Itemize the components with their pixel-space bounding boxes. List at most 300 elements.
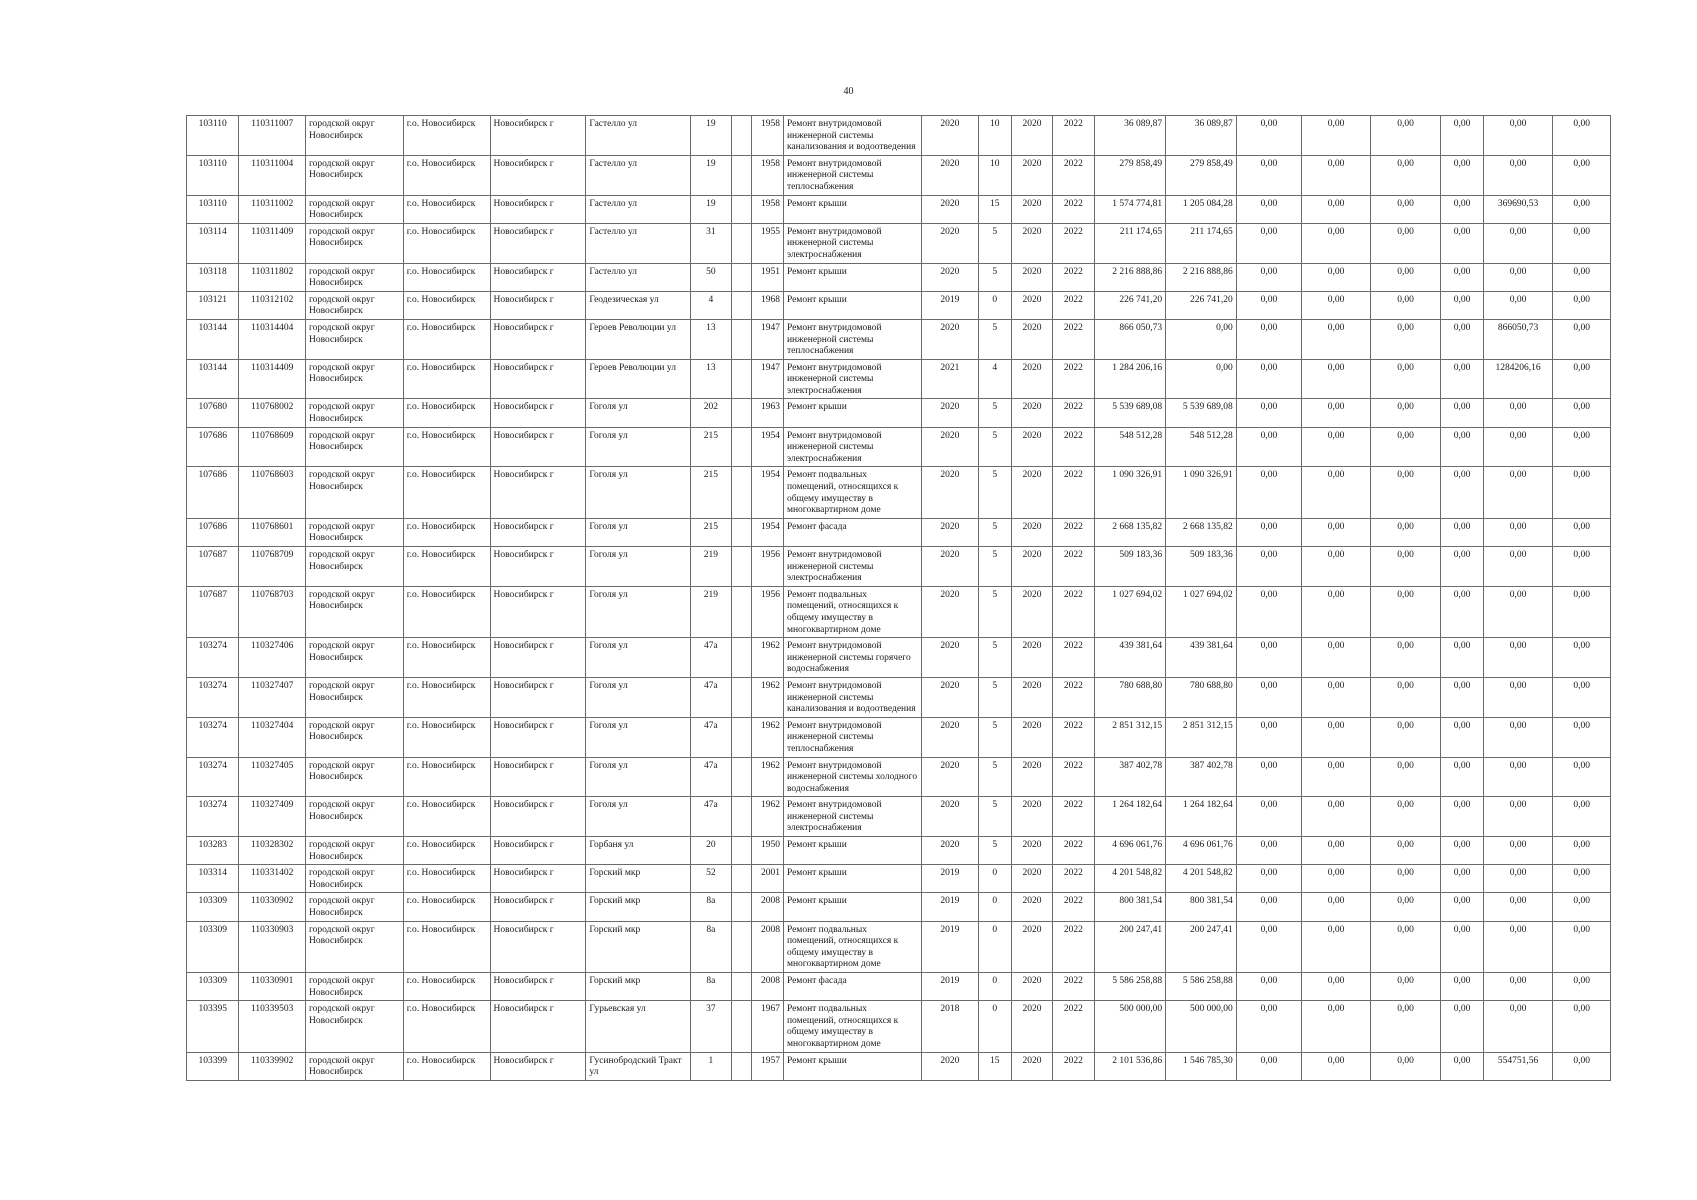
cell-work-code: 110312102 bbox=[239, 291, 306, 319]
cell-plan-end: 2022 bbox=[1053, 195, 1094, 223]
cell-last-repair-year: 2020 bbox=[922, 467, 978, 518]
cell-plan-start: 2020 bbox=[1011, 797, 1052, 837]
cell-build-year: 2008 bbox=[751, 973, 783, 1001]
cell-total-cost: 4 696 061,76 bbox=[1094, 837, 1166, 865]
cell-last-repair-year: 2020 bbox=[922, 427, 978, 467]
cell-total-cost: 780 688,80 bbox=[1094, 677, 1166, 717]
cell-last-repair-year: 2020 bbox=[922, 116, 978, 156]
cell-federal: 0,00 bbox=[1236, 223, 1302, 263]
cell-district: городской округ Новосибирск bbox=[305, 717, 403, 757]
cell-local: 0,00 bbox=[1370, 717, 1441, 757]
cell-owners: 0,00 bbox=[1483, 837, 1553, 865]
cell-owners: 0,00 bbox=[1483, 586, 1553, 637]
table-row bbox=[187, 865, 1611, 893]
cell-work-type: Ремонт фасада bbox=[783, 518, 921, 546]
cell-work-code: 110330903 bbox=[239, 921, 306, 972]
cell-record-id: 107680 bbox=[187, 399, 239, 427]
cell-extra: 0,00 bbox=[1553, 638, 1611, 678]
cell-street: Гоголя ул bbox=[586, 586, 691, 637]
cell-house: 20 bbox=[691, 837, 731, 865]
cell-work-type: Ремонт внутридомовой инженерной системы электроснабжения bbox=[783, 223, 921, 263]
cell-wear: 5 bbox=[978, 518, 1011, 546]
cell-fund-cost: 387 402,78 bbox=[1166, 757, 1237, 797]
cell-local: 0,00 bbox=[1370, 116, 1441, 156]
cell-plan-start: 2020 bbox=[1011, 638, 1052, 678]
cell-settlement: Новосибирск г bbox=[490, 518, 586, 546]
cell-federal: 0,00 bbox=[1236, 757, 1302, 797]
cell-fund-cost: 548 512,28 bbox=[1166, 427, 1237, 467]
cell-total-cost: 548 512,28 bbox=[1094, 427, 1166, 467]
cell-settlement: Новосибирск г bbox=[490, 359, 586, 399]
cell-house: 52 bbox=[691, 865, 731, 893]
cell-settlement: Новосибирск г bbox=[490, 757, 586, 797]
cell-total-cost: 2 216 888,86 bbox=[1094, 263, 1166, 291]
cell-building bbox=[731, 116, 751, 156]
cell-record-id: 107687 bbox=[187, 586, 239, 637]
table-row bbox=[187, 399, 1611, 427]
cell-owners: 0,00 bbox=[1483, 973, 1553, 1001]
cell-district: городской округ Новосибирск bbox=[305, 155, 403, 195]
cell-street: Героев Революции ул bbox=[586, 319, 691, 359]
cell-total-cost: 36 089,87 bbox=[1094, 116, 1166, 156]
cell-district: городской округ Новосибирск bbox=[305, 837, 403, 865]
table-row bbox=[187, 1052, 1611, 1080]
cell-total-cost: 279 858,49 bbox=[1094, 155, 1166, 195]
cell-other: 0,00 bbox=[1441, 195, 1483, 223]
cell-owners: 369690,53 bbox=[1483, 195, 1553, 223]
cell-street: Гусинобродский Тракт ул bbox=[586, 1052, 691, 1080]
cell-municipality: г.о. Новосибирск bbox=[403, 1001, 490, 1052]
cell-regional: 0,00 bbox=[1302, 638, 1371, 678]
cell-work-code: 110330901 bbox=[239, 973, 306, 1001]
cell-plan-start: 2020 bbox=[1011, 757, 1052, 797]
cell-work-code: 110339902 bbox=[239, 1052, 306, 1080]
cell-wear: 4 bbox=[978, 359, 1011, 399]
cell-federal: 0,00 bbox=[1236, 467, 1302, 518]
cell-extra: 0,00 bbox=[1553, 518, 1611, 546]
cell-municipality: г.о. Новосибирск bbox=[403, 973, 490, 1001]
cell-work-code: 110314404 bbox=[239, 319, 306, 359]
cell-total-cost: 1 574 774,81 bbox=[1094, 195, 1166, 223]
cell-record-id: 107686 bbox=[187, 467, 239, 518]
cell-work-code: 110768002 bbox=[239, 399, 306, 427]
cell-settlement: Новосибирск г bbox=[490, 586, 586, 637]
cell-building bbox=[731, 263, 751, 291]
cell-last-repair-year: 2020 bbox=[922, 797, 978, 837]
cell-plan-end: 2022 bbox=[1053, 717, 1094, 757]
cell-record-id: 103144 bbox=[187, 319, 239, 359]
cell-plan-start: 2020 bbox=[1011, 586, 1052, 637]
cell-regional: 0,00 bbox=[1302, 223, 1371, 263]
cell-settlement: Новосибирск г bbox=[490, 837, 586, 865]
cell-federal: 0,00 bbox=[1236, 427, 1302, 467]
cell-street: Гоголя ул bbox=[586, 717, 691, 757]
cell-wear: 5 bbox=[978, 319, 1011, 359]
cell-total-cost: 5 586 258,88 bbox=[1094, 973, 1166, 1001]
cell-build-year: 1950 bbox=[751, 837, 783, 865]
cell-plan-start: 2020 bbox=[1011, 837, 1052, 865]
cell-wear: 5 bbox=[978, 677, 1011, 717]
cell-work-code: 110331402 bbox=[239, 865, 306, 893]
cell-settlement: Новосибирск г bbox=[490, 677, 586, 717]
cell-settlement: Новосибирск г bbox=[490, 865, 586, 893]
cell-record-id: 103314 bbox=[187, 865, 239, 893]
cell-settlement: Новосибирск г bbox=[490, 717, 586, 757]
cell-street: Гоголя ул bbox=[586, 427, 691, 467]
cell-extra: 0,00 bbox=[1553, 893, 1611, 921]
cell-plan-end: 2022 bbox=[1053, 319, 1094, 359]
cell-owners: 0,00 bbox=[1483, 427, 1553, 467]
cell-fund-cost: 211 174,65 bbox=[1166, 223, 1237, 263]
page-number: 40 bbox=[843, 86, 854, 97]
cell-plan-start: 2020 bbox=[1011, 195, 1052, 223]
cell-building bbox=[731, 717, 751, 757]
cell-building bbox=[731, 155, 751, 195]
cell-work-type: Ремонт подвальных помещений, относящихся к общему имуществу в многоквартирном доме bbox=[783, 586, 921, 637]
cell-federal: 0,00 bbox=[1236, 359, 1302, 399]
table-row bbox=[187, 1001, 1611, 1052]
cell-plan-start: 2020 bbox=[1011, 291, 1052, 319]
cell-work-type: Ремонт внутридомовой инженерной системы теплоснабжения bbox=[783, 319, 921, 359]
cell-wear: 5 bbox=[978, 837, 1011, 865]
cell-owners: 0,00 bbox=[1483, 518, 1553, 546]
cell-district: городской округ Новосибирск bbox=[305, 399, 403, 427]
cell-build-year: 1956 bbox=[751, 547, 783, 587]
cell-work-code: 110768709 bbox=[239, 547, 306, 587]
cell-owners: 0,00 bbox=[1483, 757, 1553, 797]
cell-last-repair-year: 2020 bbox=[922, 399, 978, 427]
cell-other: 0,00 bbox=[1441, 427, 1483, 467]
cell-district: городской округ Новосибирск bbox=[305, 547, 403, 587]
cell-plan-end: 2022 bbox=[1053, 865, 1094, 893]
cell-work-code: 110327405 bbox=[239, 757, 306, 797]
cell-wear: 0 bbox=[978, 893, 1011, 921]
cell-municipality: г.о. Новосибирск bbox=[403, 921, 490, 972]
cell-house: 37 bbox=[691, 1001, 731, 1052]
cell-other: 0,00 bbox=[1441, 638, 1483, 678]
cell-other: 0,00 bbox=[1441, 921, 1483, 972]
cell-last-repair-year: 2020 bbox=[922, 757, 978, 797]
cell-plan-start: 2020 bbox=[1011, 116, 1052, 156]
cell-record-id: 103121 bbox=[187, 291, 239, 319]
cell-total-cost: 211 174,65 bbox=[1094, 223, 1166, 263]
cell-work-code: 110768603 bbox=[239, 467, 306, 518]
cell-regional: 0,00 bbox=[1302, 973, 1371, 1001]
cell-total-cost: 509 183,36 bbox=[1094, 547, 1166, 587]
cell-plan-end: 2022 bbox=[1053, 467, 1094, 518]
cell-local: 0,00 bbox=[1370, 973, 1441, 1001]
cell-municipality: г.о. Новосибирск bbox=[403, 1052, 490, 1080]
cell-building bbox=[731, 921, 751, 972]
cell-house: 1 bbox=[691, 1052, 731, 1080]
cell-district: городской округ Новосибирск bbox=[305, 518, 403, 546]
cell-district: городской округ Новосибирск bbox=[305, 195, 403, 223]
cell-total-cost: 500 000,00 bbox=[1094, 1001, 1166, 1052]
cell-extra: 0,00 bbox=[1553, 547, 1611, 587]
cell-record-id: 103144 bbox=[187, 359, 239, 399]
table-row bbox=[187, 973, 1611, 1001]
cell-work-type: Ремонт крыши bbox=[783, 1052, 921, 1080]
cell-settlement: Новосибирск г bbox=[490, 1052, 586, 1080]
cell-fund-cost: 2 216 888,86 bbox=[1166, 263, 1237, 291]
cell-plan-start: 2020 bbox=[1011, 359, 1052, 399]
cell-fund-cost: 2 851 312,15 bbox=[1166, 717, 1237, 757]
cell-other: 0,00 bbox=[1441, 1052, 1483, 1080]
cell-total-cost: 226 741,20 bbox=[1094, 291, 1166, 319]
cell-fund-cost: 509 183,36 bbox=[1166, 547, 1237, 587]
cell-local: 0,00 bbox=[1370, 291, 1441, 319]
cell-total-cost: 866 050,73 bbox=[1094, 319, 1166, 359]
cell-settlement: Новосибирск г bbox=[490, 893, 586, 921]
cell-build-year: 1947 bbox=[751, 319, 783, 359]
cell-other: 0,00 bbox=[1441, 893, 1483, 921]
cell-record-id: 103274 bbox=[187, 757, 239, 797]
cell-street: Горбаня ул bbox=[586, 837, 691, 865]
table-row bbox=[187, 359, 1611, 399]
cell-municipality: г.о. Новосибирск bbox=[403, 586, 490, 637]
cell-build-year: 1962 bbox=[751, 797, 783, 837]
cell-wear: 5 bbox=[978, 399, 1011, 427]
cell-owners: 0,00 bbox=[1483, 797, 1553, 837]
cell-settlement: Новосибирск г bbox=[490, 291, 586, 319]
cell-owners: 0,00 bbox=[1483, 921, 1553, 972]
cell-work-type: Ремонт внутридомовой инженерной системы канализования и водоотведения bbox=[783, 116, 921, 156]
cell-federal: 0,00 bbox=[1236, 547, 1302, 587]
cell-last-repair-year: 2019 bbox=[922, 921, 978, 972]
cell-work-code: 110311004 bbox=[239, 155, 306, 195]
cell-last-repair-year: 2020 bbox=[922, 1052, 978, 1080]
cell-work-code: 110311409 bbox=[239, 223, 306, 263]
table-row bbox=[187, 155, 1611, 195]
cell-street: Гоголя ул bbox=[586, 547, 691, 587]
cell-wear: 15 bbox=[978, 195, 1011, 223]
cell-other: 0,00 bbox=[1441, 291, 1483, 319]
cell-work-type: Ремонт внутридомовой инженерной системы холодного водоснабжения bbox=[783, 757, 921, 797]
cell-wear: 5 bbox=[978, 223, 1011, 263]
cell-building bbox=[731, 291, 751, 319]
cell-record-id: 103399 bbox=[187, 1052, 239, 1080]
cell-street: Гоголя ул bbox=[586, 467, 691, 518]
cell-wear: 0 bbox=[978, 921, 1011, 972]
cell-total-cost: 439 381,64 bbox=[1094, 638, 1166, 678]
table-row bbox=[187, 427, 1611, 467]
cell-plan-start: 2020 bbox=[1011, 973, 1052, 1001]
cell-local: 0,00 bbox=[1370, 359, 1441, 399]
cell-municipality: г.о. Новосибирск bbox=[403, 195, 490, 223]
cell-settlement: Новосибирск г bbox=[490, 1001, 586, 1052]
cell-house: 219 bbox=[691, 586, 731, 637]
cell-wear: 0 bbox=[978, 1001, 1011, 1052]
cell-total-cost: 2 101 536,86 bbox=[1094, 1052, 1166, 1080]
cell-last-repair-year: 2020 bbox=[922, 155, 978, 195]
cell-district: городской округ Новосибирск bbox=[305, 921, 403, 972]
cell-last-repair-year: 2020 bbox=[922, 638, 978, 678]
cell-other: 0,00 bbox=[1441, 677, 1483, 717]
cell-extra: 0,00 bbox=[1553, 1001, 1611, 1052]
cell-last-repair-year: 2021 bbox=[922, 359, 978, 399]
cell-work-code: 110311002 bbox=[239, 195, 306, 223]
cell-owners: 0,00 bbox=[1483, 865, 1553, 893]
cell-wear: 5 bbox=[978, 263, 1011, 291]
cell-build-year: 1956 bbox=[751, 586, 783, 637]
cell-federal: 0,00 bbox=[1236, 865, 1302, 893]
cell-work-code: 110327409 bbox=[239, 797, 306, 837]
cell-work-code: 110330902 bbox=[239, 893, 306, 921]
cell-fund-cost: 200 247,41 bbox=[1166, 921, 1237, 972]
cell-regional: 0,00 bbox=[1302, 467, 1371, 518]
table-row bbox=[187, 547, 1611, 587]
cell-regional: 0,00 bbox=[1302, 319, 1371, 359]
cell-municipality: г.о. Новосибирск bbox=[403, 717, 490, 757]
cell-work-code: 110768703 bbox=[239, 586, 306, 637]
cell-building bbox=[731, 427, 751, 467]
cell-building bbox=[731, 195, 751, 223]
cell-local: 0,00 bbox=[1370, 1052, 1441, 1080]
cell-owners: 0,00 bbox=[1483, 1001, 1553, 1052]
cell-house: 4 bbox=[691, 291, 731, 319]
cell-wear: 0 bbox=[978, 973, 1011, 1001]
cell-plan-end: 2022 bbox=[1053, 797, 1094, 837]
cell-work-type: Ремонт внутридомовой инженерной системы электроснабжения bbox=[783, 547, 921, 587]
cell-last-repair-year: 2020 bbox=[922, 319, 978, 359]
cell-federal: 0,00 bbox=[1236, 263, 1302, 291]
cell-federal: 0,00 bbox=[1236, 399, 1302, 427]
cell-plan-end: 2022 bbox=[1053, 837, 1094, 865]
cell-work-type: Ремонт подвальных помещений, относящихся к общему имуществу в многоквартирном доме bbox=[783, 921, 921, 972]
cell-record-id: 103309 bbox=[187, 921, 239, 972]
cell-work-code: 110311802 bbox=[239, 263, 306, 291]
table-row bbox=[187, 921, 1611, 972]
cell-house: 47а bbox=[691, 638, 731, 678]
cell-plan-end: 2022 bbox=[1053, 518, 1094, 546]
cell-fund-cost: 36 089,87 bbox=[1166, 116, 1237, 156]
cell-settlement: Новосибирск г bbox=[490, 399, 586, 427]
cell-street: Гастелло ул bbox=[586, 116, 691, 156]
cell-record-id: 103274 bbox=[187, 717, 239, 757]
cell-owners: 0,00 bbox=[1483, 223, 1553, 263]
cell-district: городской округ Новосибирск bbox=[305, 263, 403, 291]
cell-extra: 0,00 bbox=[1553, 155, 1611, 195]
cell-building bbox=[731, 865, 751, 893]
cell-extra: 0,00 bbox=[1553, 586, 1611, 637]
cell-municipality: г.о. Новосибирск bbox=[403, 677, 490, 717]
cell-municipality: г.о. Новосибирск bbox=[403, 757, 490, 797]
cell-extra: 0,00 bbox=[1553, 195, 1611, 223]
cell-regional: 0,00 bbox=[1302, 547, 1371, 587]
cell-municipality: г.о. Новосибирск bbox=[403, 518, 490, 546]
cell-building bbox=[731, 223, 751, 263]
cell-work-type: Ремонт внутридомовой инженерной системы электроснабжения bbox=[783, 427, 921, 467]
cell-settlement: Новосибирск г bbox=[490, 155, 586, 195]
cell-total-cost: 5 539 689,08 bbox=[1094, 399, 1166, 427]
cell-local: 0,00 bbox=[1370, 921, 1441, 972]
cell-plan-start: 2020 bbox=[1011, 717, 1052, 757]
cell-plan-end: 2022 bbox=[1053, 677, 1094, 717]
cell-work-type: Ремонт внутридомовой инженерной системы электроснабжения bbox=[783, 797, 921, 837]
cell-work-type: Ремонт подвальных помещений, относящихся к общему имуществу в многоквартирном доме bbox=[783, 1001, 921, 1052]
cell-last-repair-year: 2020 bbox=[922, 837, 978, 865]
cell-building bbox=[731, 757, 751, 797]
cell-record-id: 103309 bbox=[187, 973, 239, 1001]
cell-build-year: 1958 bbox=[751, 195, 783, 223]
table-row bbox=[187, 195, 1611, 223]
cell-last-repair-year: 2020 bbox=[922, 586, 978, 637]
cell-regional: 0,00 bbox=[1302, 586, 1371, 637]
cell-total-cost: 1 027 694,02 bbox=[1094, 586, 1166, 637]
cell-other: 0,00 bbox=[1441, 319, 1483, 359]
cell-plan-end: 2022 bbox=[1053, 921, 1094, 972]
table-row bbox=[187, 717, 1611, 757]
cell-street: Гастелло ул bbox=[586, 263, 691, 291]
cell-wear: 5 bbox=[978, 467, 1011, 518]
cell-build-year: 1968 bbox=[751, 291, 783, 319]
cell-extra: 0,00 bbox=[1553, 973, 1611, 1001]
cell-regional: 0,00 bbox=[1302, 893, 1371, 921]
cell-build-year: 1962 bbox=[751, 638, 783, 678]
cell-wear: 5 bbox=[978, 586, 1011, 637]
cell-record-id: 103309 bbox=[187, 893, 239, 921]
cell-building bbox=[731, 518, 751, 546]
cell-local: 0,00 bbox=[1370, 427, 1441, 467]
cell-work-type: Ремонт внутридомовой инженерной системы теплоснабжения bbox=[783, 155, 921, 195]
cell-extra: 0,00 bbox=[1553, 427, 1611, 467]
cell-wear: 5 bbox=[978, 547, 1011, 587]
cell-extra: 0,00 bbox=[1553, 717, 1611, 757]
cell-last-repair-year: 2019 bbox=[922, 291, 978, 319]
cell-settlement: Новосибирск г bbox=[490, 195, 586, 223]
table-row bbox=[187, 677, 1611, 717]
cell-building bbox=[731, 319, 751, 359]
cell-federal: 0,00 bbox=[1236, 797, 1302, 837]
cell-plan-start: 2020 bbox=[1011, 1052, 1052, 1080]
cell-federal: 0,00 bbox=[1236, 586, 1302, 637]
cell-settlement: Новосибирск г bbox=[490, 973, 586, 1001]
cell-building bbox=[731, 797, 751, 837]
cell-plan-start: 2020 bbox=[1011, 319, 1052, 359]
cell-plan-end: 2022 bbox=[1053, 427, 1094, 467]
repair-registry-table bbox=[186, 115, 1611, 1081]
cell-federal: 0,00 bbox=[1236, 319, 1302, 359]
cell-regional: 0,00 bbox=[1302, 837, 1371, 865]
cell-settlement: Новосибирск г bbox=[490, 921, 586, 972]
cell-street: Горский мкр bbox=[586, 865, 691, 893]
cell-plan-start: 2020 bbox=[1011, 427, 1052, 467]
cell-regional: 0,00 bbox=[1302, 116, 1371, 156]
cell-settlement: Новосибирск г bbox=[490, 547, 586, 587]
cell-plan-end: 2022 bbox=[1053, 757, 1094, 797]
cell-house: 50 bbox=[691, 263, 731, 291]
cell-regional: 0,00 bbox=[1302, 155, 1371, 195]
cell-municipality: г.о. Новосибирск bbox=[403, 427, 490, 467]
cell-work-type: Ремонт крыши bbox=[783, 195, 921, 223]
cell-fund-cost: 1 205 084,28 bbox=[1166, 195, 1237, 223]
cell-other: 0,00 bbox=[1441, 586, 1483, 637]
cell-owners: 0,00 bbox=[1483, 638, 1553, 678]
cell-regional: 0,00 bbox=[1302, 717, 1371, 757]
cell-extra: 0,00 bbox=[1553, 677, 1611, 717]
cell-record-id: 107686 bbox=[187, 518, 239, 546]
cell-record-id: 103110 bbox=[187, 116, 239, 156]
cell-plan-start: 2020 bbox=[1011, 893, 1052, 921]
cell-district: городской округ Новосибирск bbox=[305, 797, 403, 837]
cell-fund-cost: 1 264 182,64 bbox=[1166, 797, 1237, 837]
cell-municipality: г.о. Новосибирск bbox=[403, 359, 490, 399]
cell-house: 19 bbox=[691, 155, 731, 195]
cell-owners: 0,00 bbox=[1483, 155, 1553, 195]
cell-fund-cost: 0,00 bbox=[1166, 319, 1237, 359]
cell-build-year: 2008 bbox=[751, 921, 783, 972]
cell-regional: 0,00 bbox=[1302, 1001, 1371, 1052]
